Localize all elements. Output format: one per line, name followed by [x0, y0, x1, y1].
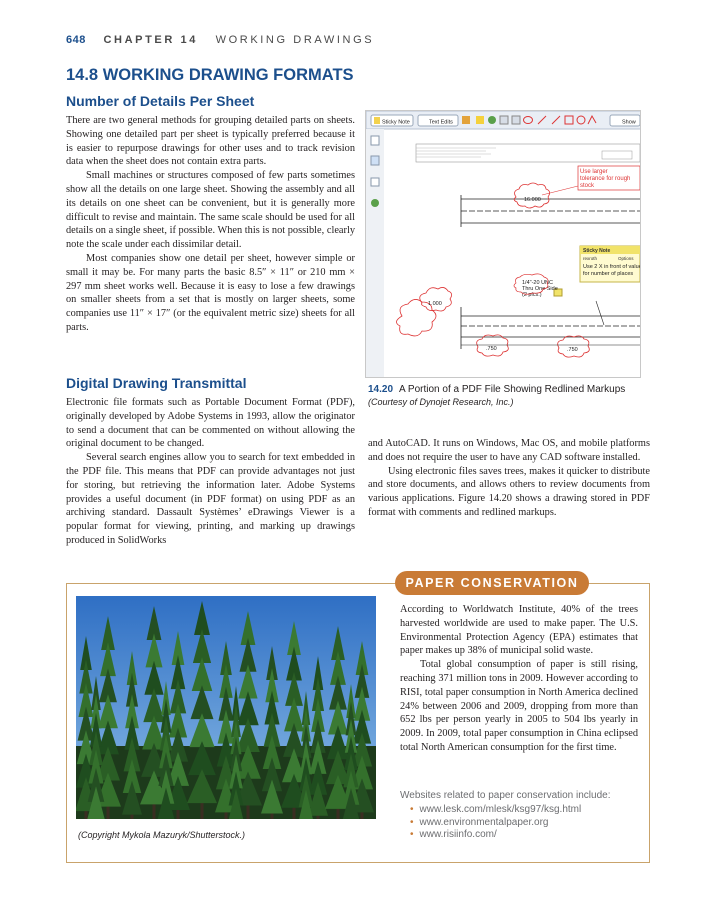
- figure-credit: (Courtesy of Dynojet Research, Inc.): [368, 397, 514, 407]
- dim-750-b: .750: [567, 347, 578, 353]
- paragraph: Total global consumption of paper is still rising, reaching 371 million tons in 2009. However according to RISI, total paper consumption in North America declined 24% between 2006 and 2009, dropping from more than 652 lbs per person yearly in 2005 to 504 lbs yearly in 2009. In 2009, total paper consumption in China eclipsed total North American consumption for the first time.: [400, 659, 638, 753]
- dim-1000: 1.000: [428, 301, 442, 307]
- paragraph: Most companies show one detail per sheet, however simple or small it may be. For many parts the basic 8.5″ × 11″ or 210 mm × 297 mm sheet works well. Because it is easy to lose a few drawings on smaller sheets from a set that is mostly on larger sheets, some companies use 11″ × 17″ (or the equivalent metric size) sheets for all parts.: [66, 252, 355, 333]
- website-link[interactable]: • www.lesk.com/mlesk/ksg97/ksg.html: [410, 804, 581, 817]
- websites-list: [410, 804, 581, 842]
- forest-photo: [76, 596, 376, 819]
- sidebar-body: [400, 603, 638, 755]
- websites-heading: Websites related to paper conservation include:: [400, 790, 611, 801]
- toolbar-show: Show: [622, 119, 636, 126]
- details-heading: Number of Details Per Sheet: [66, 93, 255, 109]
- paragraph: According to Worldwatch Institute, 40% of the trees harvested worldwide are used to make paper. The U.S. Environmental Protection Agency (EPA) estimates that paper makes up 38% of municipal solid waste.: [400, 604, 638, 657]
- transmittal-body-right: [368, 437, 650, 520]
- details-body: [66, 114, 355, 335]
- sidebar-title: PAPER CONSERVATION: [395, 571, 589, 595]
- note-header: Sticky Note: [583, 248, 611, 254]
- page-number: 648: [66, 34, 86, 46]
- toolbar-text-edits: Text Edits: [429, 119, 453, 126]
- markup-tolerance: Use larger tolerance for rough stock: [580, 169, 631, 189]
- dim-750-a: .750: [486, 346, 497, 352]
- website-link[interactable]: • www.risiinfo.com/: [410, 829, 581, 842]
- running-head: [66, 34, 374, 46]
- paragraph: There are two general methods for grouping detailed parts on sheets. Showing one detailed part per sheet is typically preferred because it is easier to repurpose drawings for other uses and to track revision data when the sheet does not contain extra parts.: [66, 115, 355, 168]
- figure-pdf-markup: [365, 110, 641, 378]
- photo-credit: (Copyright Mykola Mazuryk/Shutterstock.): [78, 830, 246, 840]
- paragraph: Several search engines allow you to search for text embedded in the PDF file. This means that PDF can provide advantages not just for storing, but retrieving the information later. Adobe Systems provides a useful document (in PDF format) on using PDF as an archiving standard. Dassault Systèmes’ eDrawings Viewer is a popular format for viewing, printing, and marking up drawings produced in SolidWorks: [66, 452, 355, 546]
- chapter-title: WORKING DRAWINGS: [215, 34, 375, 46]
- note-status: rexroth: [583, 256, 598, 261]
- figure-caption: [368, 383, 648, 409]
- section-title: 14.8 WORKING DRAWING FORMATS: [66, 66, 354, 84]
- svg-text:Use 2 X in front of value: Use 2 X in front of value for number of places: [583, 264, 642, 277]
- paragraph: Using electronic files saves trees, makes it quicker to distribute and store documents, and allows others to review documents from various applications. Figure 14.20 shows a drawing stored in PDF format with comments and redlined markups.: [368, 465, 650, 518]
- website-link[interactable]: • www.environmentalpaper.org: [410, 817, 581, 830]
- svg-text:1/4"-20 UNC Thru One Sid: 1/4"-20 UNC Thru One Side (2 plcs.): [522, 280, 558, 298]
- note-options: Options: [618, 256, 634, 261]
- paragraph: Electronic file formats such as Portable Document Format (PDF), originally developed by Adobe Systems in 1993, allow the originator to send a document that can be commented on without allowing the original document to be changed.: [66, 397, 355, 450]
- figure-caption-text: A Portion of a PDF File Showing Redlined Markups: [399, 384, 626, 395]
- figure-number: 14.20: [368, 384, 394, 395]
- transmittal-body-left: [66, 396, 355, 548]
- paragraph: and AutoCAD. It runs on Windows, Mac OS, and mobile platforms and does not require the user to have any CAD software installed.: [368, 438, 650, 463]
- paragraph: Small machines or structures composed of few parts sometimes show all the details on one large sheet. Showing the assembly and all its details on one sheet can be convenient, but it is generally more difficult to revise and maintain. The same scale should be used for all details on a single sheet, if possible. When this is not possible, clearly note the scale under each dissimilar detail.: [66, 170, 355, 251]
- chapter-label: CHAPTER 14: [103, 34, 198, 46]
- toolbar-sticky-note: Sticky Note: [382, 119, 410, 126]
- dim-16000: 16.000: [524, 197, 541, 203]
- transmittal-heading: Digital Drawing Transmittal: [66, 375, 247, 391]
